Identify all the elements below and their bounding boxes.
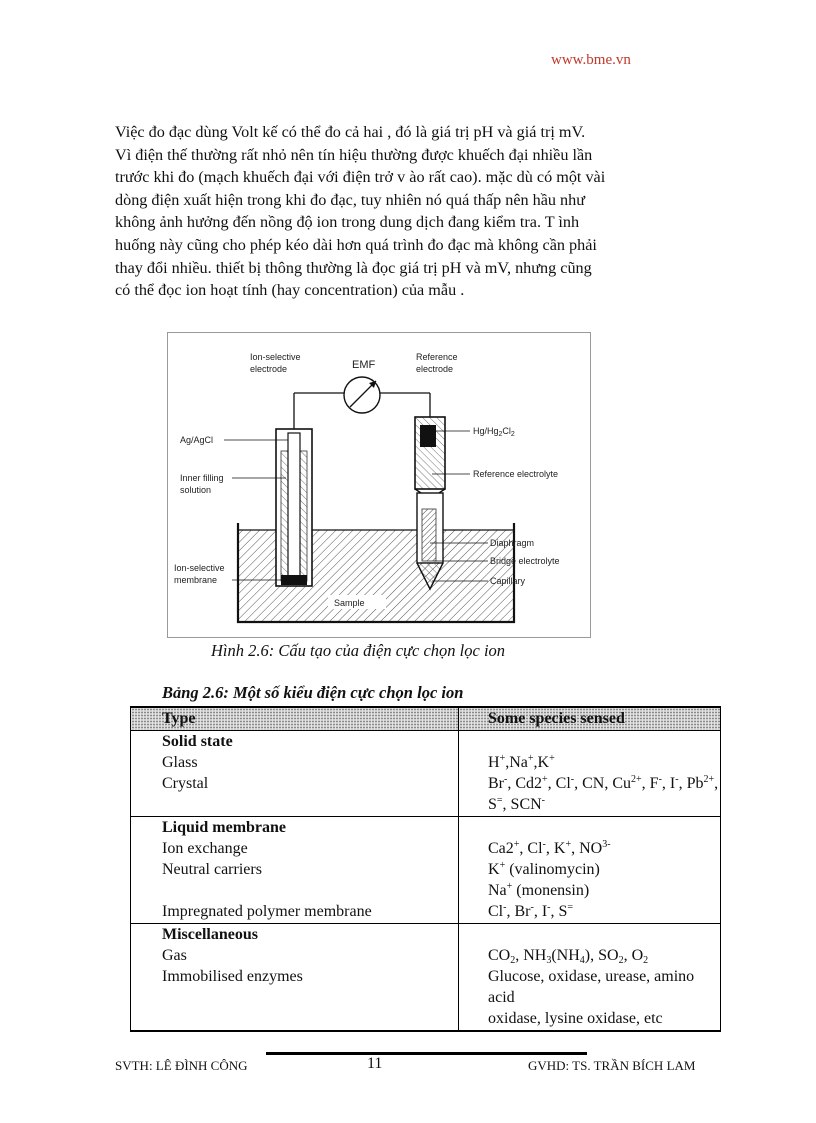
label-inner-2: solution (180, 485, 212, 495)
label-ref-2: electrode (416, 364, 454, 374)
type-cell: Neutral carriers (162, 861, 262, 878)
table-row: Miscellaneous Gas Immobilised enzymes $CO_2$, $NH_3(NH_4)$, $SO_2$, $O_2$ Glucose, oxidase, urease, amino acid oxidase, lysine oxidase, etc (131, 924, 721, 1032)
ion-selective-membrane (281, 575, 307, 585)
label-agcl: Ag/AgCl (180, 435, 214, 445)
species-cell: Ca2+, Cl-, K+, $NO^{3-}$ (488, 839, 611, 857)
paragraph-line: Việc đo đạc dùng Volt kế có thể đo cả hai , đó là giá trị pH và giá trị mV. (115, 123, 586, 141)
type-cell: Glass (162, 754, 198, 771)
label-inner-1: Inner filling (180, 473, 224, 483)
paragraph-line: thay đổi nhiều. thiết bị thông thường là đọc giá trị pH và mV, nhưng cũng (115, 258, 592, 277)
header-type: Type (131, 707, 459, 731)
label-capillary: Capillary (490, 576, 526, 586)
header-species: Some species sensed (459, 707, 721, 731)
label-mem-1: Ion-selective (174, 563, 225, 573)
type-cell: Ion exchange (162, 840, 248, 857)
type-cell: Impregnated polymer membrane (162, 903, 372, 920)
label-bridge: Bridge electrolyte (490, 556, 560, 566)
figure-caption: Hình 2.6: Cấu tạo của điện cực chọn lọc ion (211, 641, 506, 660)
paragraph-line: có thể đọc ion hoạt tính (hay concentration) của mẫu . (115, 281, 465, 300)
species-cell: $CO_2$, $NH_3(NH_4)$, $SO_2$, $O_2$ (488, 947, 649, 966)
body-paragraph (115, 121, 655, 302)
species-cell: K+ (valinomycin) (488, 860, 600, 878)
table-header-row (131, 707, 721, 731)
electrode-types-table (130, 706, 721, 1032)
type-cell: Gas (162, 947, 187, 964)
footer-student: SVTH: LÊ ĐÌNH CÔNG (115, 1058, 248, 1073)
species-cell: Cl-, Br-, I-, S= (488, 902, 574, 920)
group-name: Solid state (162, 733, 233, 750)
species-cell: Glucose, oxidase, urease, amino acid (488, 968, 695, 1006)
species-cell: H+,Na+,K+ (488, 753, 555, 771)
group-name: Liquid membrane (162, 819, 287, 836)
label-mem-2: membrane (174, 575, 218, 585)
label-ref-1: Reference (416, 352, 458, 362)
label-ise-2: electrode (250, 364, 288, 374)
label-ref-electrolyte: Reference electrolyte (473, 469, 559, 479)
electrode-diagram (167, 332, 591, 638)
paragraph-line: Vì điện thế thường rất nhỏ nên tín hiệu thường được khuếch đại nhiều lần (115, 145, 593, 164)
label-emf: EMF (352, 359, 376, 371)
page-number: 11 (367, 1055, 383, 1072)
type-cell: Crystal (162, 775, 209, 792)
type-cell: Immobilised enzymes (162, 968, 303, 985)
header-url[interactable]: www.bme.vn (551, 52, 631, 68)
group-name: Miscellaneous (162, 926, 258, 943)
label-sample: Sample (334, 598, 365, 608)
label-hg: $Hg/Hg_2Cl_2$ (473, 426, 515, 438)
table-row: Solid state Glass Crystal H+,Na+,K+ Br-, Cd2+, Cl-, CN, $Cu^{2+}$, F-, I-, $Pb^{2+}$, S=, SCN- (131, 731, 721, 817)
species-cell: Br-, Cd2+, Cl-, CN, $Cu^{2+}$, F-, I-, $Pb^{2+}$, (488, 774, 719, 792)
paragraph-line: huống này cũng cho phép kéo dài hơn quá trình đo đạc mà không cần phải (115, 235, 597, 254)
footer-advisor: GVHD: TS. TRẦN BÍCH LAM (528, 1058, 696, 1073)
paragraph-line: trước khi đo (mạch khuếch đại với điện trở v ào rất cao). mặc dù có một vài (115, 168, 606, 187)
table-row: Liquid membrane Ion exchange Neutral carriers Impregnated polymer membrane Ca2+, Cl-, K+, $NO^{3-}$ K+ (valinomycin) Na+ (monensin) Cl-, Br-, I-, S= (131, 817, 721, 924)
label-ise-1: Ion-selective (250, 352, 301, 362)
table-title: Bảng 2.6: Một số kiểu điện cực chọn lọc ion (162, 683, 464, 702)
paragraph-line: không ảnh hưởng đến nồng độ ion trong dung dịch đang kiểm tra. T ình (115, 213, 580, 232)
label-diaphragm: Diaphragm (490, 538, 535, 548)
footer-rule (266, 1052, 587, 1055)
paragraph-line: dòng điện xuất hiện trong khi đo đạc, tuy nhiên nó quá thấp nên hầu như (115, 190, 586, 209)
